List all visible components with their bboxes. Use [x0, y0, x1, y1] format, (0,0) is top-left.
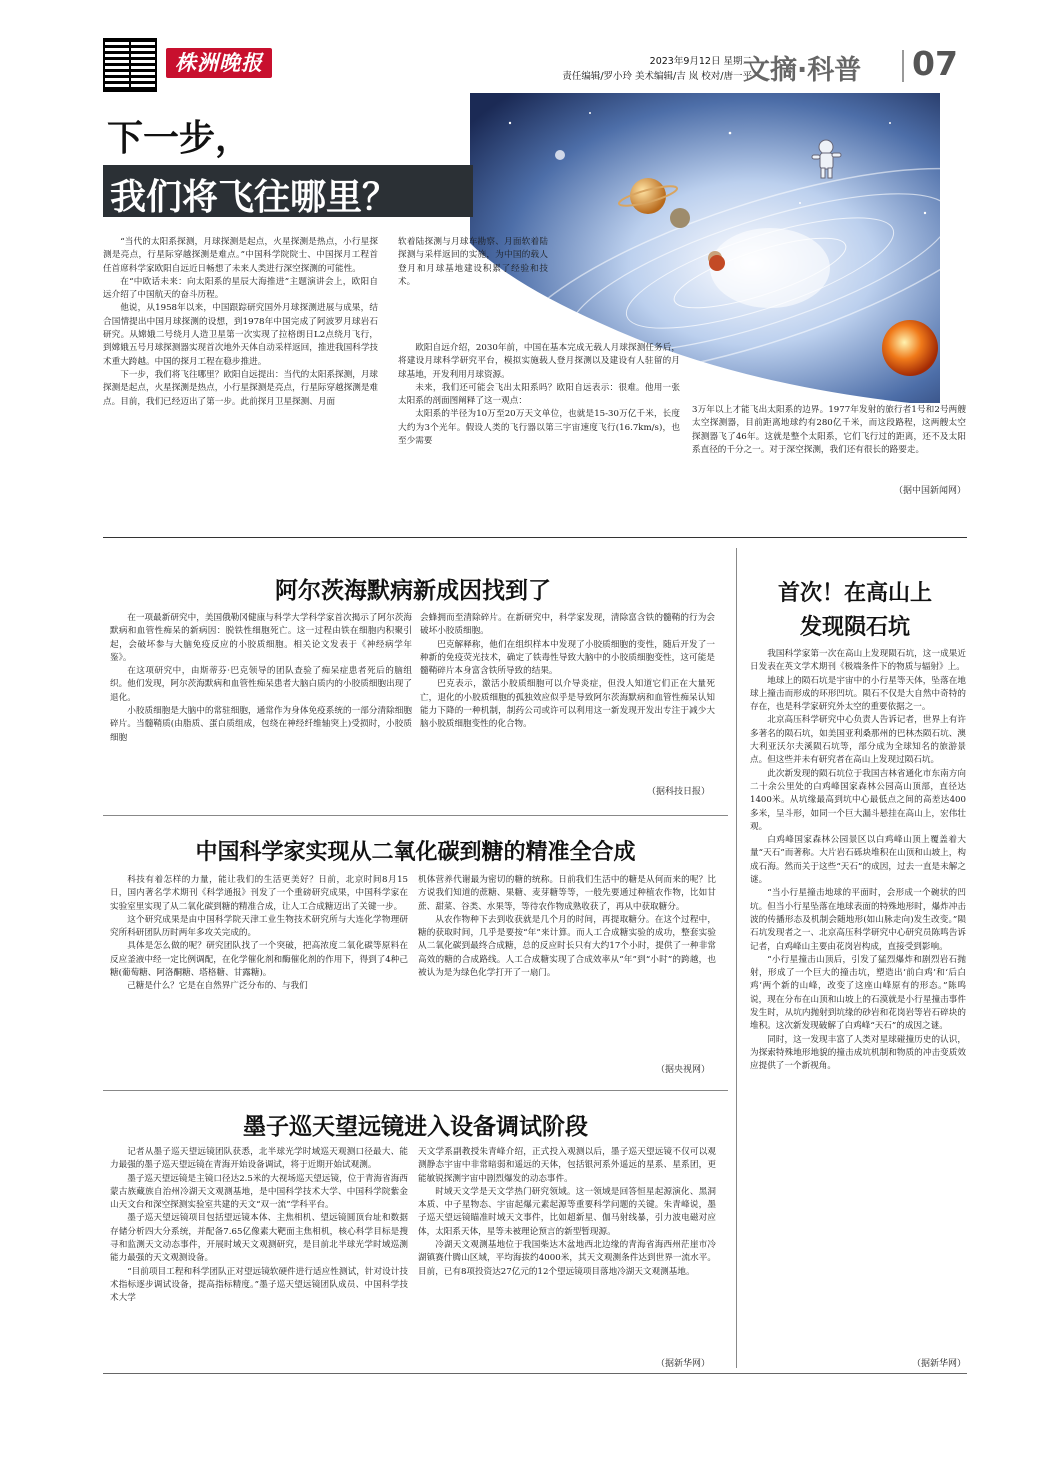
paragraph: 在一项最新研究中，美国俄勒冈健康与科学大学科学家首次揭示了阿尔茨海默病和血管性痴呆的新病因：脱铁性细胞死亡。这一过程由铁在细胞内积聚引起，会破坏参与大脑免疫反应的小胶质细胞。相关论文发表于《神经病学年鉴》。: [110, 613, 412, 663]
paragraph: 他说，从1958年以来，中国跟踪研究国外月球探测进展与成果，结合国情提出中国月球探测的设想，到1978年中国完成了阿波罗月球岩石研究。从嫦娥二号绕月人造卫星第一次实现了拉格朗日L2点绕月飞行，到嫦娥五号月球探测器实现首次地外天体自动采样返回，推进我国科学技术重大跨越。中国的探月工程在稳步推进。: [103, 303, 378, 367]
paragraph: 冷湖天文观测基地位于我国柴达木盆地西北边缘的青海省海西州茫崖市冷湖镇赛什腾山区域，平均海拔约4000米，其天文观测条件达到世界一流水平。目前，已有8项投资达27亿元的12个望远镜项目落地冷湖天文观测基地。: [418, 1240, 716, 1277]
page-bottom-rule: [103, 1373, 967, 1374]
paragraph: 在“中欧话未来：向太阳系的星辰大海推进”主题演讲会上，欧阳自远介绍了中国航天的奋斗历程。: [103, 276, 378, 301]
sugar-column-2: [418, 874, 716, 1054]
section-rule: [103, 537, 967, 538]
paragraph: 此次新发现的陨石坑位于我国吉林省通化市东南方向二十余公里处的白鸡峰国家森林公园高山顶部，直径达1400米。从坑缘最高到坑中心最低点之间的高差达400多米，呈斗形，如同一个巨大漏斗悬挂在高山上，宏伟壮观。: [750, 768, 966, 832]
paragraph: 巴克表示，激活小胶质细胞可以介导炎症，但没人知道它们正在大量死亡，退化的小胶质细胞的孤独效应似乎是导致阿尔茨海默病和血管性痴呆认知能力下降的一种机制，制药公司或许可以利用这一新发现开发出专注于减少大脑小胶质细胞变性的化合物。: [420, 679, 715, 730]
paragraph: 我国科学家第一次在高山上发现陨石坑，这一成果近日发表在英文学术期刊《极端条件下的物质与辐射》上。: [750, 649, 966, 673]
sugar-title: 中国科学家实现从二氧化碳到糖的精准全合成: [195, 839, 636, 865]
alzheimers-source: （据科技日报）: [646, 787, 710, 797]
crater-title-line1: 首次！在高山上: [777, 580, 932, 606]
telescope-column-2: [418, 1146, 716, 1346]
column-rule: [736, 548, 737, 1368]
paragraph: 地球上的陨石坑是宇宙中的小行星等天体，坠落在地球上撞击而形成的环形凹坑。陨石不仅是大自然中奇特的存在，也是科学家研究外太空的重要依据之一。: [750, 675, 966, 713]
newspaper-logo: [166, 48, 272, 78]
logo-text: 株洲晚报: [175, 50, 263, 75]
sugar-source: （据央视网）: [655, 1065, 710, 1075]
paragraph: 软着陆探测与月球车勘察、月面软着陆探测与采样返回的实施，为中国的载人登月和月球基地建设积累了经验和技术。: [398, 237, 548, 287]
crater-title-line2: 发现陨石坑: [799, 614, 910, 640]
paragraph: 会蜂拥而至清除碎片。在新研究中，科学家发现，清除富含铁的髓鞘的行为会破坏小胶质细胞。: [420, 613, 715, 637]
paragraph: 在这项研究中，由斯蒂芬·巴克领导的团队查验了痴呆症患者死后的脑组织。他们发现，阿尔茨海默病和血管性痴呆患者大脑白质内的小胶质细胞出现了退化。: [110, 666, 412, 703]
paragraph: 具体是怎么做的呢？研究团队找了一个突破，把高浓度二氧化碳等原料在反应釜液中经一定比例调配，在化学催化剂和酶催化剂的作用下，得到了4种己糖(葡萄糖、阿洛酮糖、塔格糖、甘露糖)。: [110, 941, 408, 979]
alzheimers-column-1: [110, 612, 412, 802]
paragraph: 太阳系的半径为10万至20万天文单位，也就是15-30万亿千米，长度大约为3个光年。假设人类的飞行器以第三宇宙速度飞行(16.7km/s)，也至少需要: [398, 409, 680, 447]
paragraph: 未来，我们还可能会飞出太阳系吗？欧阳自远表示：很难。他用一张太阳系的剖面图阐释了这一观点：: [398, 382, 680, 407]
telescope-column-1: [110, 1146, 408, 1368]
lead-column-3: [692, 404, 966, 482]
paragraph: “当小行星撞击地球的平面时，会形成一个碗状的凹坑。但当小行星坠落在地球表面的特殊地形时，爆炸冲击波的传播形态及机制会随地形(如山脉走向)发生改变。”陨石坑发现者之一、北京高压科学研究中心研究员陈鸣告诉记者，白鸡峰山主要由花岗岩构成，直接受到影响。: [750, 888, 966, 952]
issue-date: 2023年9月12日 星期二: [649, 56, 752, 67]
section-divider: [902, 50, 904, 82]
paragraph: 从农作物种下去到收获就是几个月的时间，再提取糖分。在这个过程中，糖的获取时间，几乎是要按“年”来计算。而人工合成糖实验的成功，整套实验从二氧化碳到最终合成糖，总的反应时长只有大约17个小时，提供了一种非常高效的糖的合成路线。人工合成糖实现了合成效率从“年”到“小时”的跨越，也被认为是为绿色化学打开了一扇门。: [418, 914, 716, 979]
lead-column-1: [103, 236, 378, 496]
paragraph: 这个研究成果是由中国科学院天津工业生物技术研究所与大连化学物理研究所科研团队历时两年多攻关完成的。: [110, 914, 408, 939]
lead-column-2-bottom: [398, 342, 680, 497]
paragraph: 巴克解释称，他们在组织样本中发现了小胶质细胞的变性，随后开发了一种新的免疫荧光技术，确定了铁毒性导致大脑中的小胶质细胞变性，这可能是髓鞘碎片本身富含铁所导致的结果。: [420, 639, 715, 677]
paragraph: 3万年以上才能飞出太阳系的边界。1977年发射的旅行者1号和2号两艘太空探测器，目前距离地球约有280亿千米，而这段路程，这两艘太空探测器飞了46年。这就是整个太阳系，它们飞行过的距离，还不及太阳系直径的千分之一。对于深空探测，我们还有很长的路要走。: [692, 405, 966, 455]
paragraph: “目前项目工程和科学团队正对望远镜软硬件进行适应性测试，针对设计技术指标逐步调试设备，提高指标精度。”墨子巡天望远镜团队成员、中国科学技术大学: [110, 1266, 408, 1304]
alzheimers-title: 阿尔茨海默病新成因找到了: [275, 577, 551, 604]
crater-column: [750, 648, 966, 1356]
paragraph: 北京高压科学研究中心负责人告诉记者，世界上有许多著名的陨石坑，如美国亚利桑那州的巴林杰陨石坑、澳大利亚沃尔夫溪陨石坑等，部分成为全球知名的旅游景点。但这些并未有研究者在高山上发现过陨石坑。: [750, 715, 966, 766]
paragraph: 己糖是什么？它是在自然界广泛分布的、与我们: [127, 981, 308, 992]
section-name: 文摘·科普: [743, 55, 862, 86]
paragraph: 小胶质细胞是大脑中的常驻细胞，通常作为身体免疫系统的一部分清除细胞碎片。当髓鞘质(由脂质、蛋白质组成，包绕在神经纤维轴突上)受损时，小胶质细胞: [110, 706, 412, 743]
paragraph: 同时，这一发现丰富了人类对星球碰撞历史的认识，为探索特殊地形地貌的撞击成坑机制和物质的冲击变质效应提供了一个新视角。: [750, 1034, 966, 1072]
alzheimers-column-2: [420, 612, 715, 782]
paragraph: 科技有着怎样的力量，能让我们的生活更美好？日前，北京时间8月15日，国内著名学术期刊《科学通报》刊发了一个重磅研究成果，中国科学家在实验室里实现了从二氧化碳到糖的精准合成，让人工合成糖迈出了关键一步。: [110, 875, 408, 912]
lead-column-2-top: [398, 236, 548, 336]
page-number: 07: [912, 44, 958, 83]
sugar-column-1: [110, 874, 408, 1084]
paragraph: 时域天文学是天文学热门研究领域。这一领域是回答恒星起源演化、黑洞本质、中子星物态、宇宙起爆元素起源等重要科学问题的关键。朱青峰说，墨子巡天望远镜瞄准时域天文事件，比如超新星、伽马射线暴，引力波电磁对应体，太阳系天体，星等未被理论预言的新型暂现源。: [418, 1186, 716, 1237]
telescope-title: 墨子巡天望远镜进入设备调试阶段: [243, 1113, 588, 1140]
crater-source: （据新华网）: [911, 1359, 966, 1369]
paragraph: 天文学系副教授朱青峰介绍，正式投入观测以后，墨子巡天望远镜不仅可以观测静态宇宙中非常暗弱和遥远的天体，包括银河系外遥远的星系、星系团，更能敏锐探测宇宙中剧烈爆发的动态事件。: [418, 1147, 716, 1184]
telescope-source: （据新华网）: [655, 1359, 710, 1369]
paragraph: “小行星撞击山顶后，引发了猛烈爆炸和剧烈岩石抛射，形成了一个巨大的撞击坑，塑造出‘前白鸡’和‘后白鸡’两个新的山峰，改变了这座山峰原有的形态。”陈鸣说，现在分布在山顶和山坡上的石漠就是小行星撞击事件发生时，从坑内抛射到坑缘的砂岩和花岗岩等岩石碎块的堆积。这次新发现破解了白鸡峰“天石”的成因之谜。: [750, 954, 966, 1032]
paragraph: “当代的太阳系探测，月球探测是起点，火星探测是热点，小行星探测是亮点，行星际穿越探测是难点。”中国科学院院士、中国探月工程首任首席科学家欧阳自远近日畅想了未来人类进行深空探测的可能性。: [103, 237, 378, 274]
paragraph: 下一步，我们将飞往哪里？欧阳自远提出：当代的太阳系探测，月球探测是起点，火星探测是热点，小行星探测是亮点，行星际穿越探测是难点。目前，我们已经迈出了第一步。此前探月卫星探测、月面: [103, 369, 378, 407]
paragraph: 墨子巡天望远镜是主镜口径达2.5米的大视场巡天望远镜，位于青海省海西蒙古族藏族自治州冷湖天文观测基地，是中国科学技术大学、中国科学院紫金山天文台和深空探测实验室共建的天文“双一流”学科平台。: [110, 1173, 408, 1211]
editors-line: 责任编辑/罗小玲 美术编辑/吉 岚 校对/唐一平: [562, 71, 752, 82]
paragraph: 墨子巡天望远镜项目包括望远镜本体、主焦相机、望远镜圆顶台址和数据存储分析四大分系统，并配备7.65亿像素大靶面主焦相机，核心科学目标是搜寻和监测天文动态事件，开展时域天文观测研究，是目前北半球光学时域巡测能力最强的天文观测设备。: [110, 1213, 408, 1264]
paragraph: 欧阳自远介绍，2030年前，中国在基本完成无载人月球探测任务后，将建设月球科学研究平台，模拟实施载人登月探测以及建设有人驻留的月球基地，开发利用月球资源。: [398, 343, 680, 380]
paragraph: 机体营养代谢最为密切的糖的统称。日前我们生活中的糖是从何而来的呢？比方说我们知道的蔗糖、果糖、麦芽糖等等，一般先要通过种植农作物，比如甘蔗、甜菜、谷类、水果等，等待农作物成熟收获了，再从中获取糖分。: [418, 875, 716, 912]
article-rule: [103, 815, 728, 816]
lead-source: （据中国新闻网）: [893, 486, 966, 496]
qr-code-icon: [103, 38, 157, 92]
lead-title-line1: 下一步，: [107, 118, 252, 159]
lead-title-line2: 我们将飞往哪里？: [110, 177, 399, 218]
article-rule: [103, 1090, 728, 1091]
paragraph: 白鸡峰国家森林公园景区以白鸡峰山顶上覆盖着大量“天石”而著称。大片岩石砾块堆积在山顶和山坡上，构成石海。然而关于这些“天石”的成因，过去一直是未解之谜。: [750, 835, 966, 886]
paragraph: 记者从墨子巡天望远镜团队获悉，北半球光学时域巡天观测口径最大、能力最强的墨子巡天望远镜在青海开始设备调试，将于近期开始试观测。: [110, 1147, 408, 1171]
